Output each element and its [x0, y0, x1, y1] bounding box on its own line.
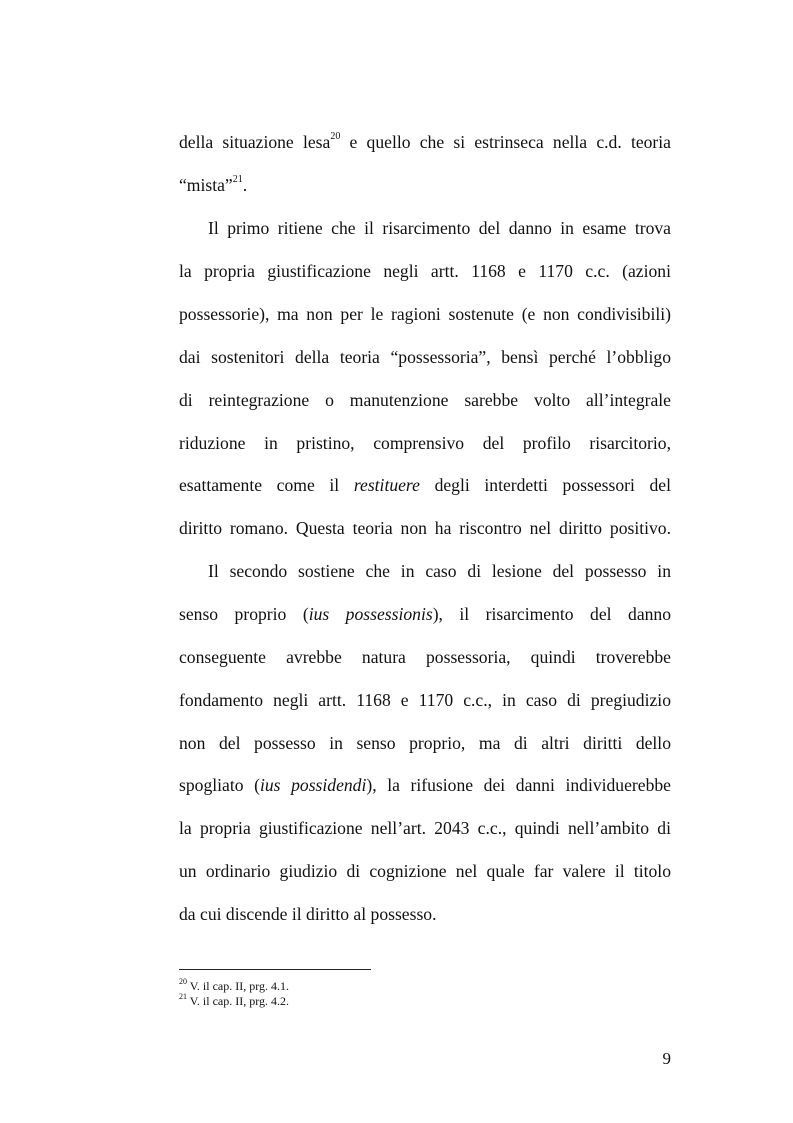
- footnote-marker: 20: [179, 977, 187, 986]
- paragraph-1-line-8: diritto romano. Questa teoria non ha riscontro nel diritto positivo.: [179, 518, 671, 538]
- text-segment: ), il risarcimento del danno: [432, 604, 672, 624]
- footnote-ref-20: 20: [330, 131, 341, 143]
- paragraph-2-line-6: [179, 774, 671, 796]
- footnote-text: V. il cap. II, prg. 4.1.: [189, 979, 290, 993]
- paragraph-2-line-1: Il secondo sostiene che in caso di lesione del possesso in: [208, 561, 671, 581]
- italic-term: ius possidendi: [259, 775, 367, 795]
- paragraph-1-line-2: la propria giustificazione negli artt. 1168 e 1170 c.c. (azioni: [179, 261, 671, 281]
- text-line-2: [179, 174, 671, 196]
- italic-term: restituere: [353, 475, 420, 495]
- footnote-separator: [179, 969, 371, 970]
- paragraph-2-line-7: la propria giustificazione nell’art. 2043 c.c., quindi nell’ambito di: [179, 818, 671, 838]
- paragraph-1-line-1: Il primo ritiene che il risarcimento del danno in esame trova: [208, 218, 671, 238]
- text-segment: .: [242, 175, 248, 195]
- paragraph-2-line-2: [179, 603, 671, 625]
- text-segment: senso proprio (: [179, 604, 309, 624]
- footnote-marker: 21: [179, 992, 187, 1001]
- italic-term: ius possessionis: [308, 604, 433, 624]
- text-segment: e quello che si estrinseca nella c.d. teoria: [340, 132, 671, 152]
- footnote-ref-21: 21: [232, 174, 243, 186]
- footnote-text: V. il cap. II, prg. 4.2.: [189, 994, 290, 1008]
- paragraph-1-line-4: dai sostenitori della teoria “possessoria”, bensì perché l’obbligo: [179, 347, 671, 367]
- paragraph-2-line-4: fondamento negli artt. 1168 e 1170 c.c., in caso di pregiudizio: [179, 690, 671, 710]
- paragraph-1-line-3: possessorie), ma non per le ragioni sostenute (e non condivisibili): [179, 304, 671, 324]
- footnote-20: [179, 979, 289, 993]
- paragraph-2-line-5: non del possesso in senso proprio, ma di altri diritti dello: [179, 733, 671, 753]
- paragraph-1-line-6: riduzione in pristino, comprensivo del profilo risarcitorio,: [179, 433, 671, 453]
- text-segment: esattamente come il: [179, 475, 354, 495]
- text-segment: della situazione lesa: [179, 132, 331, 152]
- paragraph-2-line-9: da cui discende il diritto al possesso.: [179, 904, 437, 924]
- text-segment: spogliato (: [179, 775, 260, 795]
- text-segment: “mista”: [179, 175, 233, 195]
- footnote-21: [179, 994, 289, 1008]
- paragraph-1-line-5: di reintegrazione o manutenzione sarebbe volto all’integrale: [179, 390, 671, 410]
- paragraph-2-line-3: conseguente avrebbe natura possessoria, quindi troverebbe: [179, 647, 671, 667]
- page-number: 9: [662, 1049, 671, 1068]
- paragraph-2-line-8: un ordinario giudizio di cognizione nel quale far valere il titolo: [179, 861, 671, 881]
- paragraph-1-line-7: [179, 474, 671, 496]
- text-segment: ), la rifusione dei danni individuerebbe: [366, 775, 671, 795]
- text-segment: degli interdetti possessori del: [419, 475, 671, 495]
- text-line-1: [179, 131, 671, 153]
